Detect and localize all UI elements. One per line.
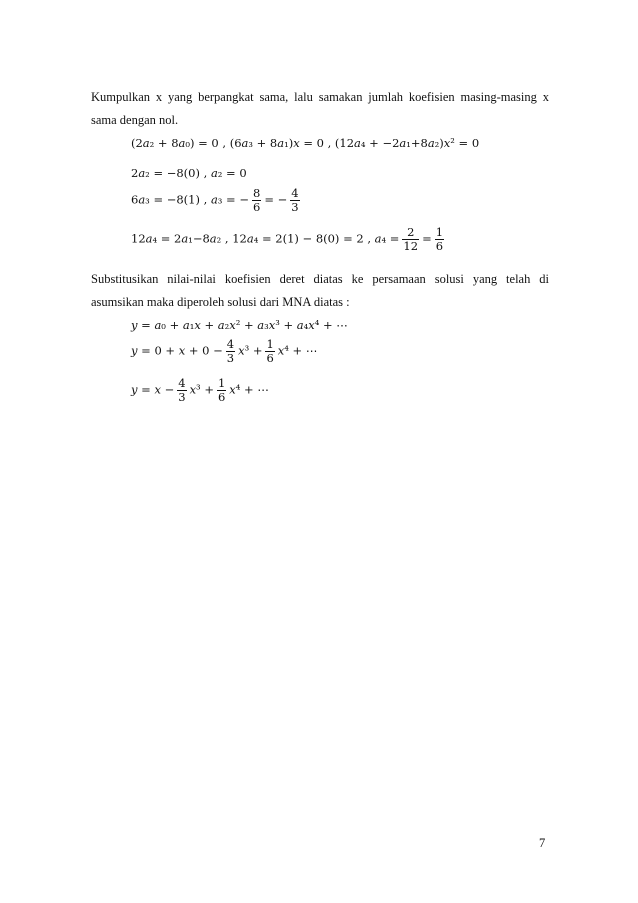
fraction-denominator: 3 [178,390,186,405]
paragraph-line: Substitusikan nilai-nilai koefisien deret diatas ke persamaan solusi yang telah di [91,272,549,286]
fraction-denominator: 3 [226,351,235,366]
paragraph-line: sama dengan nol. [91,113,179,127]
equation-text: 𝑦 = 𝑥 − [131,382,175,397]
equation-text: 2𝑎₂ = −8(0) , 𝑎₂ = 0 [131,166,247,180]
paragraph-line: Kumpulkan x yang berpangkat sama, lalu samakan jumlah koefisien masing-masing x [91,90,549,104]
solution-series-final [131,377,269,404]
equation-a2 [131,166,247,180]
fraction-denominator: 6 [266,351,274,366]
equation-text: 𝑦 = 0 + 𝑥 + 0 − [131,343,223,358]
fraction-numerator: 4 [178,376,186,390]
fraction [217,377,226,404]
fraction-denominator: 6 [217,390,226,405]
paragraph-substitute [91,268,549,314]
equation-text: 𝑥³ + [238,343,263,358]
fraction-numerator: 1 [217,376,226,390]
fraction [177,377,186,404]
fraction [252,187,261,214]
fraction [402,226,419,253]
paragraph-line: asumsikan maka diperoleh solusi dari MNA diatas : [91,295,350,309]
fraction-denominator: 6 [253,200,261,215]
page-number: 7 [539,836,546,850]
fraction-numerator: 8 [253,186,261,200]
equation-text: 𝑥⁴ + ⋯ [277,343,318,358]
equation-coefficient-sums [131,136,479,150]
equation-text: 6𝑎₃ = −8(1) , 𝑎₃ = − [131,192,249,207]
equation-text: 𝑥⁴ + ⋯ [229,382,269,397]
equation-text: 𝑥³ + [189,382,214,397]
fraction-numerator: 1 [266,337,274,351]
equation-text: = − [264,192,288,207]
fraction-denominator: 12 [403,239,419,254]
fraction [290,187,299,214]
fraction-denominator: 3 [291,200,299,215]
fraction [265,338,274,365]
equation-a3 [131,187,303,214]
solution-series-substituted [131,338,317,365]
solution-series-general [131,318,348,332]
fraction-numerator: 2 [402,226,419,240]
fraction-numerator: 1 [435,225,444,239]
equation-text: 12𝑎₄ = 2𝑎₁−8𝑎₂ , 12𝑎₄ = 2(1) − 8(0) = 2 , 𝑎₄ = [131,231,400,246]
fraction [226,338,235,365]
fraction-denominator: 6 [435,239,444,254]
paragraph-collect-terms [91,86,549,132]
equation-text: = [422,231,432,246]
equation-a4 [131,226,447,253]
equation-text: (2𝑎₂ + 8𝑎₀) = 0 , (6𝑎₃ + 8𝑎₁)𝑥 = 0 , (12𝑎₄ + −2𝑎₁+8𝑎₂)𝑥² = 0 [131,136,480,150]
fraction-numerator: 4 [291,186,299,200]
fraction [435,226,444,253]
fraction-numerator: 4 [226,337,235,351]
equation-text: 𝑦 = 𝑎₀ + 𝑎₁𝑥 + 𝑎₂𝑥² + 𝑎₃𝑥³ + 𝑎₄𝑥⁴ + ⋯ [131,318,348,332]
